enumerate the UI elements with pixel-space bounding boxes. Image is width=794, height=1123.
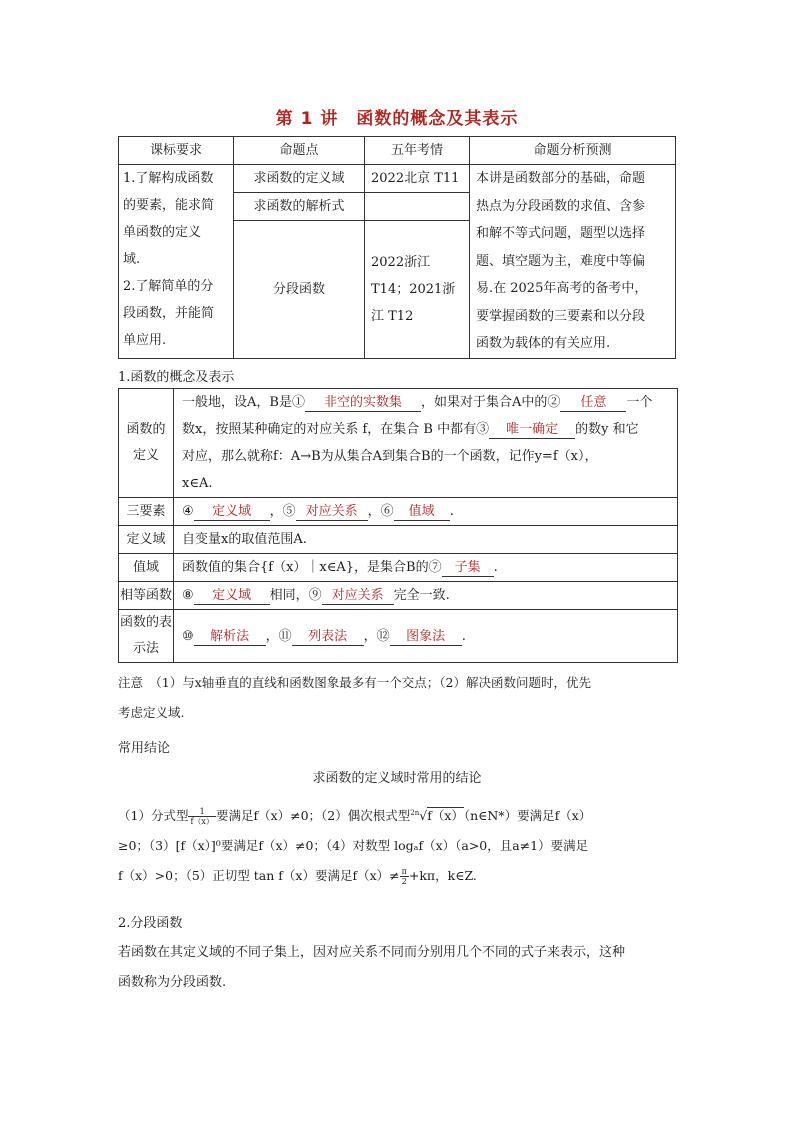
blank-4: 定义域 <box>194 504 270 521</box>
blank-5: 对应关系 <box>296 504 368 521</box>
root-index: 2n <box>410 809 420 817</box>
text: ，如果对于集合A中的② <box>420 395 561 410</box>
common-heading: 常用结论 <box>118 741 171 756</box>
note-line-1: 注意 （1）与x轴垂直的直线和函数图象最多有一个交点；（2）解决函数问题时，优先 <box>118 675 591 690</box>
label-line: 函数的 <box>126 422 166 437</box>
topic-expression: 求函数的解析式 <box>234 193 365 221</box>
note-block <box>118 668 678 728</box>
analysis-line: 和解不等式问题，题型以选择 <box>476 226 646 241</box>
text: 一个 <box>626 395 653 410</box>
label-domain: 定义域 <box>119 526 174 554</box>
analysis-line: 本讲是函数部分的基础，命题 <box>476 171 646 186</box>
text: +kπ，k∈Z. <box>408 868 477 884</box>
blank-9: 对应关系 <box>322 588 394 605</box>
requirement-line: 单函数的定义 <box>123 225 202 240</box>
blank-7: 子集 <box>442 560 494 577</box>
exam-piecewise <box>365 221 470 358</box>
topic-piecewise: 分段函数 <box>234 221 365 358</box>
common-subtitle: 求函数的定义域时常用的结论 <box>312 771 482 786</box>
marker: ，⑥ <box>367 504 394 519</box>
requirement-line: 1.了解构成函数 <box>123 171 214 186</box>
definition-line-2 <box>182 416 669 443</box>
label-line: 示法 <box>132 641 159 656</box>
marker: ，⑫ <box>363 628 390 644</box>
text: . <box>449 504 454 519</box>
requirement-cell <box>119 165 234 359</box>
section2-body <box>118 938 678 998</box>
label-definition <box>119 389 174 498</box>
fraction <box>188 807 215 826</box>
text: . <box>461 628 466 644</box>
blank-11: 列表法 <box>292 629 364 646</box>
conclusion-line-1 <box>118 798 678 831</box>
requirement-line: 的要素，能求简 <box>123 198 215 213</box>
analysis-line: 题、填空题为主，难度中等偏 <box>476 253 646 269</box>
three-elements-body <box>174 498 678 526</box>
marker: ⑧ <box>182 588 194 603</box>
blank-3: 唯一确定 <box>489 422 575 439</box>
marker: ，⑤ <box>269 504 296 519</box>
section2-line-1: 若函数在其定义域的不同子集上，因对应关系不同而分别用几个不同的式子来表示，这种 <box>118 945 626 960</box>
analysis-line: 要掌握函数的三要素和以分段 <box>476 308 646 324</box>
exam-expression <box>365 193 470 221</box>
text: （1）分式型 <box>118 808 189 824</box>
marker: ④ <box>182 504 194 519</box>
radicand: f（x） <box>427 808 464 824</box>
analysis-line: 易.在 2025年高考的备考中， <box>476 281 648 296</box>
header-requirement: 课标要求 <box>119 137 234 165</box>
fraction-denominator: f（x） <box>190 817 214 827</box>
requirement-line: 单应用. <box>123 333 167 348</box>
section1-heading: 1.函数的概念及表示 <box>118 370 235 385</box>
text: 数x，按照某种确定的对应关系 f，在集合 B 中都有③ <box>182 422 490 437</box>
label-three-elements: 三要素 <box>119 498 174 526</box>
radical-sign: √ <box>419 808 428 824</box>
topic-domain: 求函数的定义域 <box>234 165 365 193</box>
blank-10: 解析法 <box>194 629 266 646</box>
text: 完全一致. <box>393 588 450 603</box>
marker: ⑩ <box>182 628 194 644</box>
text: （n∈N*）要满足f（x） <box>463 808 592 824</box>
common-conclusions <box>118 798 678 891</box>
text: f（x）>0；（5）正切型 tan f（x）要满足f（x）≠ <box>118 868 400 884</box>
text: 相同，⑨ <box>269 588 322 603</box>
page-title: 第 1 讲 函数的概念及其表示 <box>275 109 519 129</box>
exam-line: T14；2021浙 <box>371 281 456 297</box>
requirement-line: 域. <box>123 252 141 267</box>
equal-functions-body <box>174 582 678 610</box>
definition-line-4: x∈A. <box>182 476 213 491</box>
fraction-numerator: 1 <box>188 807 215 817</box>
analysis-line: 函数为载体的有关应用. <box>476 336 611 351</box>
range-body <box>174 554 678 582</box>
analysis-line: 热点为分段函数的求值、含参 <box>476 198 646 214</box>
definition-line-3: 对应，那么就称f：A→B为从集合A到集合B的一个函数，记作y=f（x）， <box>182 449 598 464</box>
blank-6: 值域 <box>394 504 450 521</box>
label-line: 定义 <box>132 448 159 463</box>
text: 要满足f（x）≠0；（2）偶次根式型 <box>215 808 411 824</box>
exam-line: 2022浙江 <box>371 254 431 270</box>
label-line: 函数的表 <box>119 615 172 630</box>
analysis-cell <box>470 165 676 359</box>
text: 的数y 和它 <box>575 422 639 437</box>
conclusion-line-2: ≥0；（3）[f（x）]⁰要满足f（x）≠0；（4）对数型 logₐf（x）（a>0，且a≠1）要满足 <box>118 838 589 854</box>
requirement-line: 2.了解简单的分 <box>123 279 214 294</box>
fraction-numerator: π <box>401 867 407 877</box>
representation-body <box>174 610 678 663</box>
exam-line: 江 T12 <box>371 308 414 324</box>
section2-heading: 2.分段函数 <box>118 916 183 931</box>
text: 一般地，设A，B是① <box>182 395 305 410</box>
header-topic: 命题点 <box>234 137 365 165</box>
text: 函数值的集合{f（x）｜x∈A}，是集合B的⑦ <box>182 560 442 575</box>
overview-table <box>118 136 676 359</box>
note-line-2: 考虑定义域. <box>118 705 185 720</box>
header-analysis: 命题分析预测 <box>470 137 676 165</box>
blank-8: 定义域 <box>194 588 270 605</box>
concept-table <box>118 388 678 663</box>
fraction-denominator: 2 <box>401 877 407 887</box>
domain-body: 自变量x的取值范围A. <box>174 526 678 554</box>
requirement-line: 段函数，并能简 <box>123 306 215 321</box>
blank-2: 任意 <box>560 395 626 412</box>
text: . <box>493 560 498 575</box>
exam-domain: 2022北京 T11 <box>365 165 470 193</box>
marker: ，⑪ <box>265 628 292 644</box>
conclusion-line-3 <box>118 861 678 891</box>
header-exam: 五年考情 <box>365 137 470 165</box>
pi-fraction <box>400 867 409 886</box>
label-range: 值域 <box>119 554 174 582</box>
section2-line-2: 函数称为分段函数. <box>118 975 227 990</box>
label-equal-functions: 相等函数 <box>119 582 174 610</box>
blank-1: 非空的实数集 <box>305 395 421 412</box>
blank-12: 图象法 <box>390 629 462 646</box>
definition-line-1 <box>182 389 669 416</box>
label-representation <box>119 610 174 663</box>
definition-body <box>174 389 678 498</box>
